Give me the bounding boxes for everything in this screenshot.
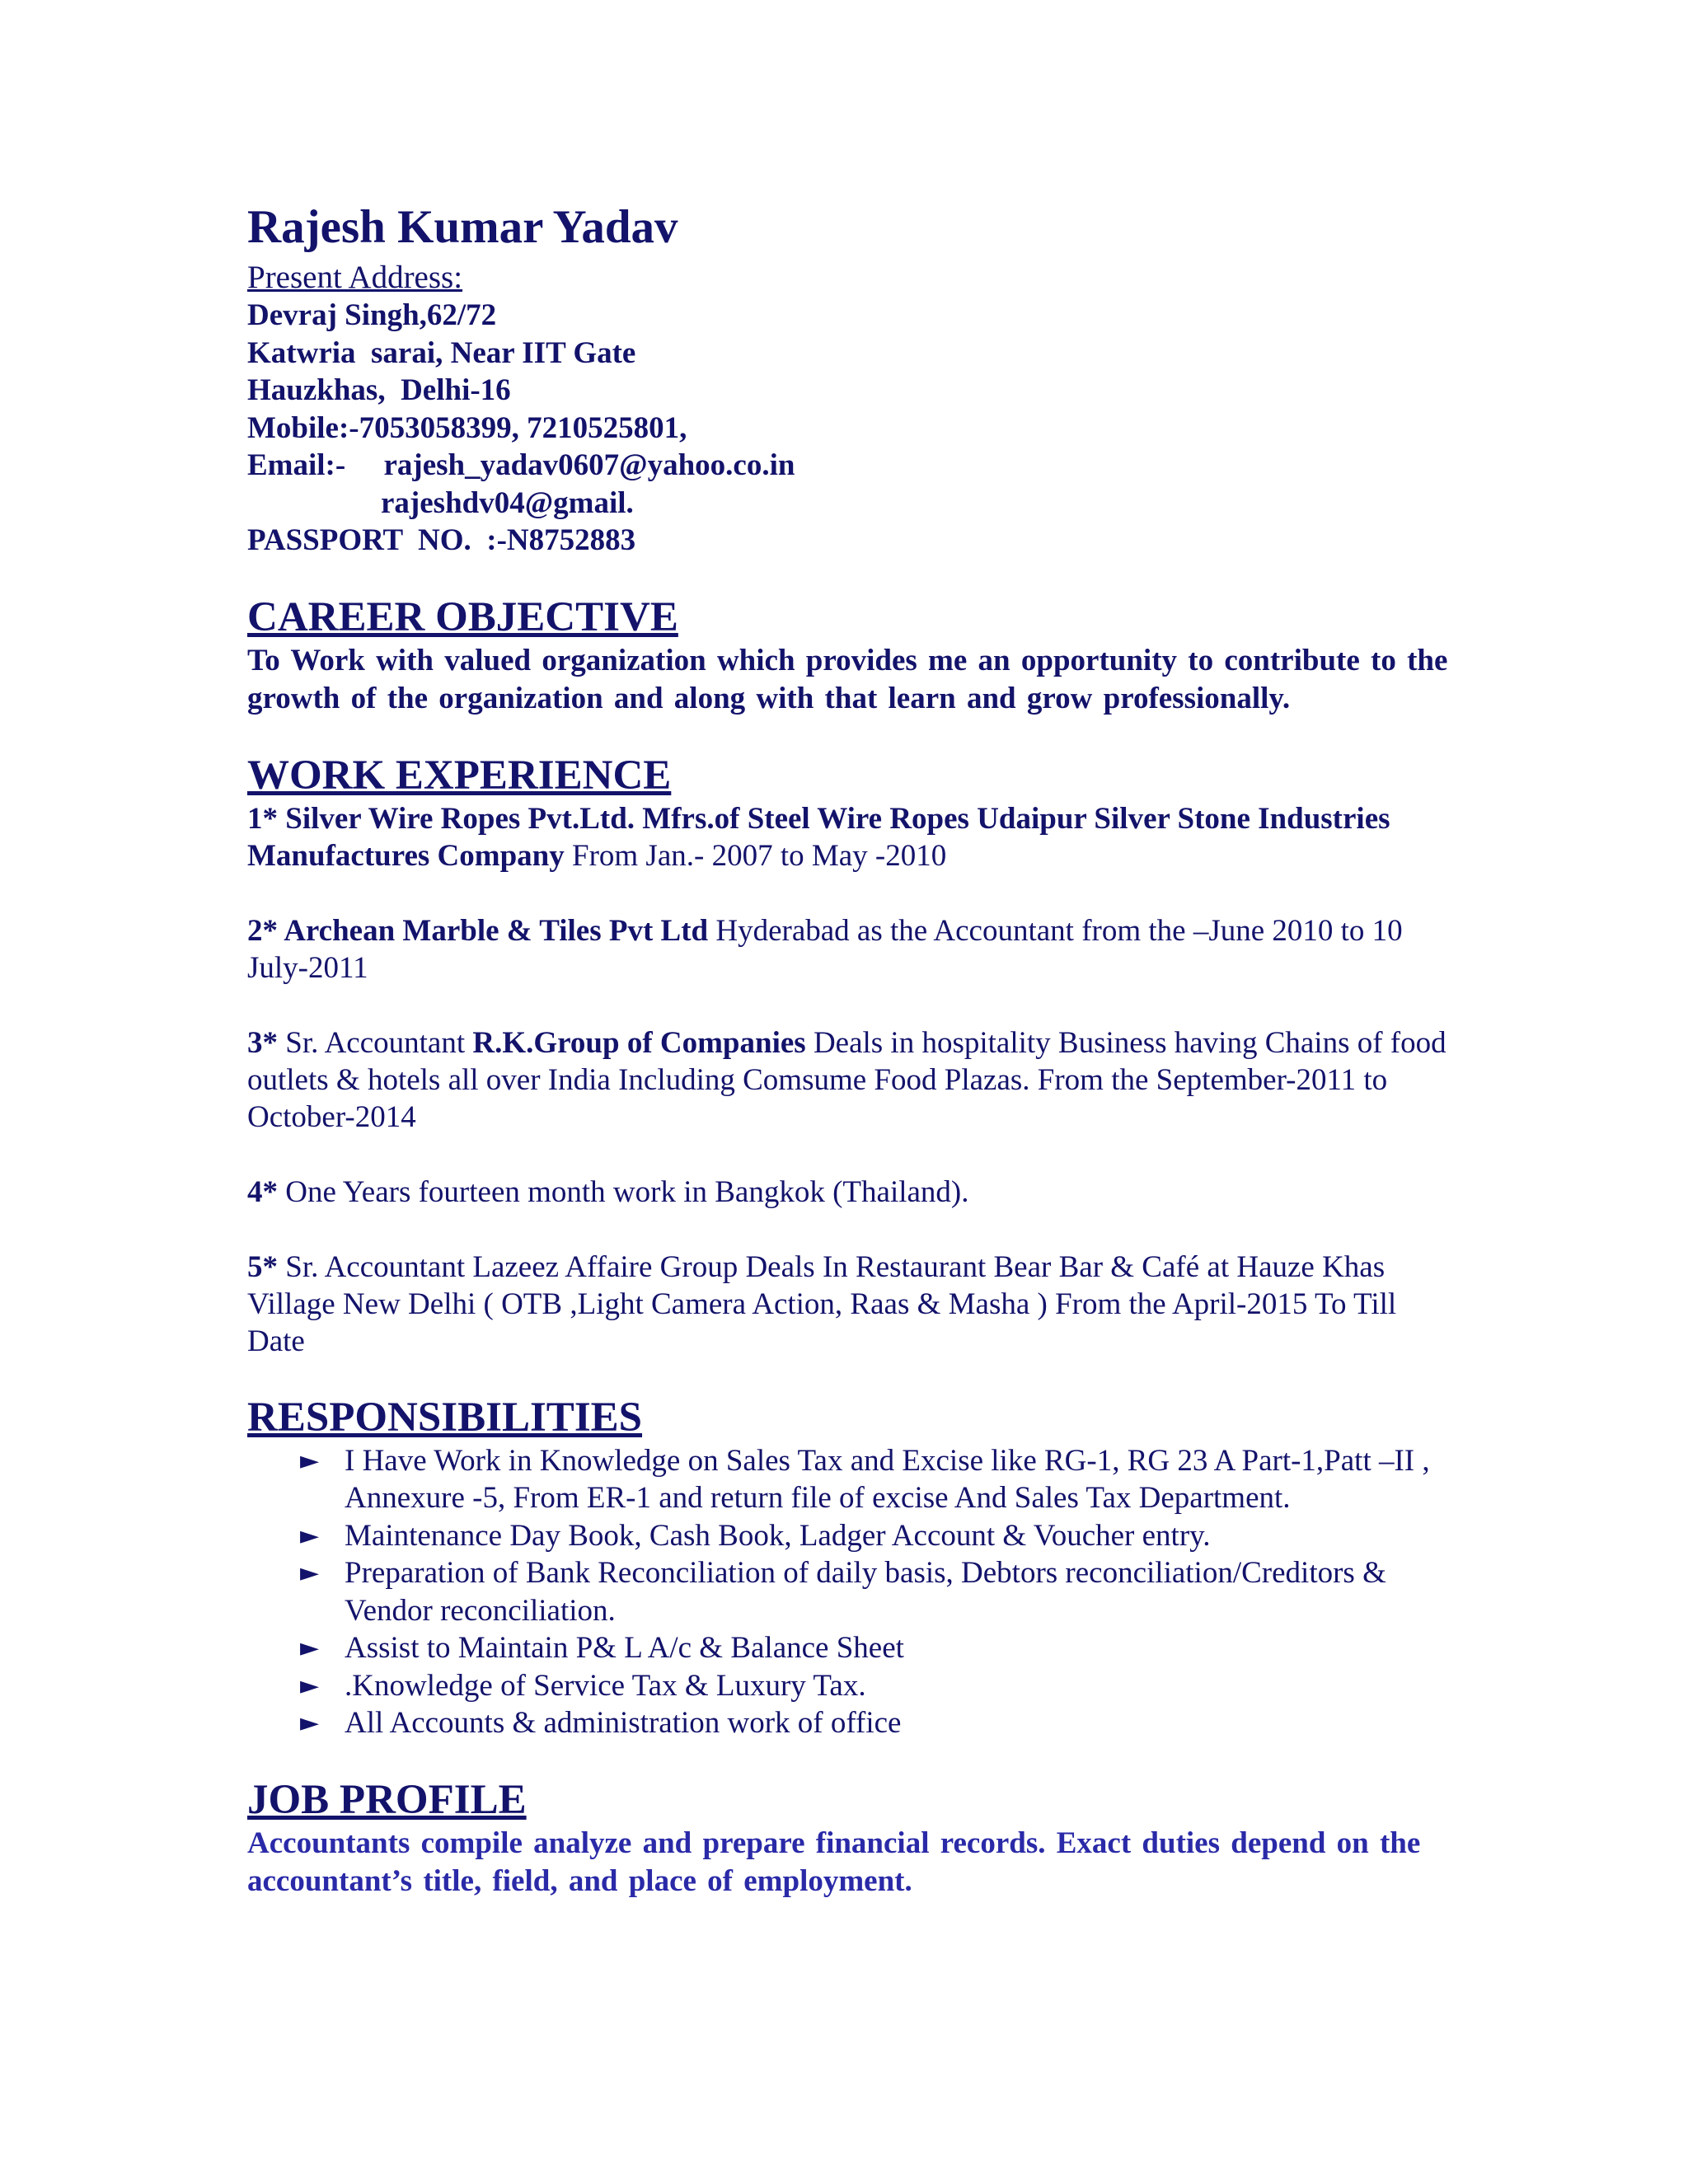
career-objective-text: To Work with valued organization which provides me an opportunity to contribute to the growth of the organization and along with that learn and grow professionally. — [247, 643, 1448, 715]
list-item — [300, 1554, 1451, 1629]
triangle-bullet-icon: ► — [300, 1446, 320, 1475]
experience-company: 1* Silver Wire Ropes Pvt.Ltd. Mfrs.of Steel Wire Ropes Udaipur Silver Stone Industries Manufactures Company — [247, 801, 1390, 873]
experience-number: 3* — [247, 1025, 278, 1060]
email-row — [247, 447, 1451, 485]
experience-item-2 — [247, 912, 1451, 987]
job-profile-heading: JOB PROFILE — [247, 1776, 527, 1823]
experience-company: 2* Archean Marble & Tiles Pvt Ltd — [247, 913, 709, 948]
responsibilities-section — [247, 1393, 1451, 1742]
list-item-text: Assist to Maintain P& L A/c & Balance Sheet — [345, 1631, 904, 1665]
job-profile-section — [247, 1775, 1451, 1900]
experience-details: Deals in hospitality Business having Chains of food outlets & hotels all over India Including Comsume Food Plazas. From the September-2011 to October-2014 — [247, 1025, 1447, 1134]
resume-page — [247, 198, 1451, 1900]
experience-details: Sr. Accountant Lazeez Affaire Group Deals In Restaurant Bear Bar & Café at Hauze Khas Village New Delhi ( OTB ,Light Camera Action, Raas & Masha ) From the April-2015 To Till Date — [247, 1249, 1397, 1358]
triangle-bullet-icon: ► — [300, 1633, 320, 1662]
list-item-text: Preparation of Bank Reconciliation of daily basis, Debtors reconciliation/Creditors & Vendor reconciliation. — [345, 1556, 1386, 1628]
experience-details: Hyderabad as the Accountant from the –June 2010 to 10 July-2011 — [247, 913, 1403, 985]
address-line-3: Hauzkhas, Delhi-16 — [247, 373, 511, 407]
career-objective-section — [247, 593, 1451, 718]
list-item-text: All Accounts & administration work of office — [345, 1706, 902, 1740]
email-label: Email:- — [247, 448, 346, 482]
list-item — [300, 1442, 1451, 1517]
list-item — [300, 1667, 1451, 1705]
candidate-name: Rajesh Kumar Yadav — [247, 201, 678, 253]
work-experience-heading: WORK EXPERIENCE — [247, 752, 672, 799]
list-item — [300, 1704, 1451, 1742]
experience-role: Sr. Accountant — [278, 1025, 473, 1060]
email-primary: rajesh_yadav0607@yahoo.co.in — [383, 448, 795, 482]
experience-details: From Jan.- 2007 to May -2010 — [564, 838, 947, 873]
responsibilities-heading: RESPONSIBILITIES — [247, 1394, 643, 1441]
address-line-2: Katwria sarai, Near IIT Gate — [247, 335, 636, 370]
list-item — [300, 1517, 1451, 1555]
list-item-text: I Have Work in Knowledge on Sales Tax and Excise like RG-1, RG 23 A Part-1,Patt –II , Annexure -5, From ER-1 and return file of excise And Sales Tax Department. — [345, 1443, 1430, 1515]
experience-item-1 — [247, 800, 1451, 874]
list-item — [300, 1629, 1451, 1667]
triangle-bullet-icon: ► — [300, 1558, 320, 1587]
work-experience-section — [247, 751, 1451, 1360]
experience-details: One Years fourteen month work in Bangkok (Thailand). — [278, 1174, 969, 1209]
experience-company: R.K.Group of Companies — [472, 1025, 806, 1060]
responsibilities-list — [247, 1442, 1451, 1742]
address-line-1: Devraj Singh,62/72 — [247, 298, 497, 332]
experience-item-4 — [247, 1174, 1451, 1211]
email-secondary: rajeshdv04@gmail. — [381, 485, 634, 520]
job-profile-text: Accountants compile analyze and prepare financial records. Exact duties depend on the accountant’s title, field, and place of employment. — [247, 1825, 1421, 1898]
triangle-bullet-icon: ► — [300, 1521, 320, 1550]
career-objective-heading: CAREER OBJECTIVE — [247, 593, 678, 640]
mobile-numbers: Mobile:-7053058399, 7210525801, — [247, 410, 687, 445]
experience-item-5 — [247, 1249, 1451, 1360]
experience-item-3 — [247, 1024, 1451, 1136]
list-item-text: Maintenance Day Book, Cash Book, Ladger Account & Voucher entry. — [345, 1518, 1211, 1553]
passport-number: PASSPORT NO. :-N8752883 — [247, 523, 636, 557]
triangle-bullet-icon: ► — [300, 1671, 320, 1700]
resume-header — [247, 198, 1451, 560]
triangle-bullet-icon: ► — [300, 1708, 320, 1737]
address-label: Present Address: — [247, 260, 463, 295]
list-item-text: .Knowledge of Service Tax & Luxury Tax. — [345, 1668, 866, 1703]
experience-number: 5* — [247, 1249, 278, 1284]
experience-number: 4* — [247, 1174, 278, 1209]
